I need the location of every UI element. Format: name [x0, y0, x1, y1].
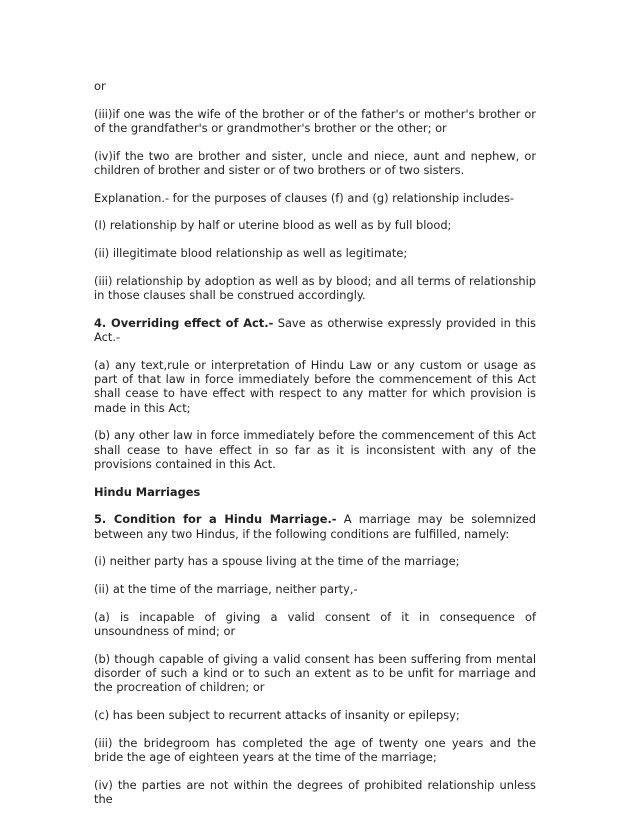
section-5-clause-c: (c) has been subject to recurrent attacks of insanity or epilepsy;	[94, 707, 460, 722]
paragraph-illegitimate: (ii) illegitimate blood relationship as well as legitimate;	[94, 246, 408, 261]
section-4-clause-b: (b) any other law in force immediately before the commencement of this Act shall cease to have effect in so far as it is inconsistent with any of the provisions contained in this Act.	[94, 428, 536, 471]
paragraph-adoption: (iii) relationship by adoption as well as by blood; and all terms of relationship in those clauses shall be construed accordingly.	[94, 273, 536, 303]
section-4-text: Save as otherwise expressly provided in this Act.-	[94, 315, 536, 344]
section-5-clause-iv: (iv) the parties are not within the degrees of prohibited relationship unless the	[94, 777, 536, 806]
paragraph-explanation: Explanation.- for the purposes of clauses (f) and (g) relationship includes-	[94, 190, 515, 205]
paragraph-clause-iv: (iv)if the two are brother and sister, uncle and niece, aunt and nephew, or children of brother and sister or of two brothers or of two sisters.	[94, 148, 536, 177]
section-4-paragraph	[94, 316, 536, 345]
section-5-clause-ii: (ii) at the time of the marriage, neither party,-	[94, 581, 358, 596]
document-page	[94, 79, 536, 820]
heading-hindu-marriages: Hindu Marriages	[94, 484, 201, 499]
section-5-clause-b: (b) though capable of giving a valid consent has been suffering from mental disorder of such a kind or to such an extent as to be unfit for marriage and the procreation of children; or	[94, 651, 536, 695]
section-4-clause-a: (a) any text,rule or interpretation of Hindu Law or any custom or usage as part of that law in force immediately before the commencement of this Act shall cease to have effect with respect to any matter for which provision is made in this Act;	[94, 357, 536, 415]
section-5-clause-i: (i) neither party has a spouse living at the time of the marriage;	[94, 554, 460, 569]
section-5-paragraph	[94, 512, 536, 541]
paragraph-or: or	[94, 79, 106, 93]
section-5-text: A marriage may be solemnized between any two Hindus, if the following conditions are fulfilled, namely:	[94, 512, 536, 541]
section-5-clause-a: (a) is incapable of giving a valid consent of it in consequence of unsoundness of mind; or	[94, 609, 536, 638]
section-4-title: 4. Overriding effect of Act.-	[94, 315, 274, 330]
section-5-clause-iii: (iii) the bridegroom has completed the age of twenty one years and the bride the age of eighteen years at the time of the marriage;	[94, 735, 536, 764]
section-5-title: 5. Condition for a Hindu Marriage.-	[94, 512, 337, 527]
paragraph-clause-iii: (iii)if one was the wife of the brother or of the father's or mother's brother or of the grandfather's or grandmother's brother or the other; or	[94, 106, 536, 135]
paragraph-half-blood: (I) relationship by half or uterine blood as well as by full blood;	[94, 218, 452, 233]
